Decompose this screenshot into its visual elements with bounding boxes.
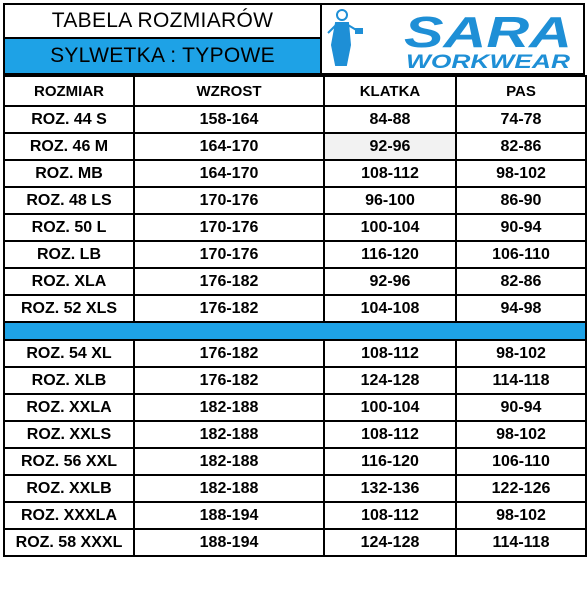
table-cell: 124-128 bbox=[324, 367, 456, 394]
table-cell: 116-120 bbox=[324, 241, 456, 268]
table-cell: 116-120 bbox=[324, 448, 456, 475]
table-cell: ROZ. XXLA bbox=[4, 394, 134, 421]
logo-tagline: WORKWEAR bbox=[406, 52, 571, 73]
table-row bbox=[4, 295, 586, 322]
table-cell: 90-94 bbox=[456, 394, 586, 421]
table-cell: 158-164 bbox=[134, 106, 324, 133]
table-cell: 182-188 bbox=[134, 421, 324, 448]
table-cell: 100-104 bbox=[324, 394, 456, 421]
table-row bbox=[4, 106, 586, 133]
table-cell: 108-112 bbox=[324, 502, 456, 529]
table-cell: 164-170 bbox=[134, 160, 324, 187]
table-cell: ROZ. XLB bbox=[4, 367, 134, 394]
table-cell: 170-176 bbox=[134, 214, 324, 241]
table-row bbox=[4, 394, 586, 421]
table-cell: 176-182 bbox=[134, 295, 324, 322]
table-cell: ROZ. 54 XL bbox=[4, 340, 134, 367]
table-row bbox=[4, 502, 586, 529]
table-cell: ROZ. MB bbox=[4, 160, 134, 187]
table-cell: 106-110 bbox=[456, 241, 586, 268]
table-cell: 92-96 bbox=[324, 268, 456, 295]
table-cell: ROZ. XXXLA bbox=[4, 502, 134, 529]
table-cell: ROZ. LB bbox=[4, 241, 134, 268]
table-cell: 90-94 bbox=[456, 214, 586, 241]
table-cell: 132-136 bbox=[324, 475, 456, 502]
table-row bbox=[4, 268, 586, 295]
table-cell: 82-86 bbox=[456, 268, 586, 295]
table-row bbox=[4, 160, 586, 187]
table-cell: 170-176 bbox=[134, 241, 324, 268]
table-cell: 188-194 bbox=[134, 502, 324, 529]
table-row bbox=[4, 340, 586, 367]
table-cell: 98-102 bbox=[456, 502, 586, 529]
table-title: TABELA ROZMIARÓW bbox=[3, 3, 322, 39]
table-cell: 182-188 bbox=[134, 394, 324, 421]
silhouette-subtitle: SYLWETKA : TYPOWE bbox=[3, 39, 322, 75]
column-header: PAS bbox=[456, 76, 586, 106]
table-cell: ROZ. 44 S bbox=[4, 106, 134, 133]
table-cell: ROZ. 58 XXXL bbox=[4, 529, 134, 556]
header-row bbox=[4, 76, 586, 106]
column-header: ROZMIAR bbox=[4, 76, 134, 106]
table-cell: 108-112 bbox=[324, 160, 456, 187]
table-cell: ROZ. XXLS bbox=[4, 421, 134, 448]
table-cell: 104-108 bbox=[324, 295, 456, 322]
table-cell: 164-170 bbox=[134, 133, 324, 160]
table-cell: 124-128 bbox=[324, 529, 456, 556]
table-cell: 176-182 bbox=[134, 268, 324, 295]
separator-bar bbox=[4, 322, 586, 340]
table-cell: 176-182 bbox=[134, 340, 324, 367]
table-cell: 106-110 bbox=[456, 448, 586, 475]
table-cell: 176-182 bbox=[134, 367, 324, 394]
table-row bbox=[4, 241, 586, 268]
table-cell: ROZ. 48 LS bbox=[4, 187, 134, 214]
table-cell: ROZ. 50 L bbox=[4, 214, 134, 241]
table-cell: ROZ. 46 M bbox=[4, 133, 134, 160]
table-cell: 74-78 bbox=[456, 106, 586, 133]
table-cell: 98-102 bbox=[456, 160, 586, 187]
table-row bbox=[4, 421, 586, 448]
table-cell: 182-188 bbox=[134, 448, 324, 475]
table-row bbox=[4, 448, 586, 475]
table-cell: 114-118 bbox=[456, 529, 586, 556]
table-row bbox=[4, 475, 586, 502]
sara-workwear-logo bbox=[322, 3, 585, 75]
table-cell: 96-100 bbox=[324, 187, 456, 214]
table-cell: 82-86 bbox=[456, 133, 586, 160]
table-cell: 108-112 bbox=[324, 421, 456, 448]
table-cell: 122-126 bbox=[456, 475, 586, 502]
column-header: WZROST bbox=[134, 76, 324, 106]
group-separator bbox=[4, 322, 586, 340]
table-cell: 98-102 bbox=[456, 421, 586, 448]
table-cell: 114-118 bbox=[456, 367, 586, 394]
table-cell: 100-104 bbox=[324, 214, 456, 241]
worker-mascot-icon bbox=[328, 10, 362, 65]
table-cell: 182-188 bbox=[134, 475, 324, 502]
table-row bbox=[4, 187, 586, 214]
table-row bbox=[4, 133, 586, 160]
table-cell: 108-112 bbox=[324, 340, 456, 367]
logo-graphic bbox=[322, 5, 583, 73]
table-cell: 94-98 bbox=[456, 295, 586, 322]
table-cell: ROZ. 56 XXL bbox=[4, 448, 134, 475]
table-cell: 92-96 bbox=[324, 133, 456, 160]
table-row bbox=[4, 529, 586, 556]
table-cell: 84-88 bbox=[324, 106, 456, 133]
column-header: KLATKA bbox=[324, 76, 456, 106]
table-row bbox=[4, 214, 586, 241]
size-chart-table bbox=[3, 75, 587, 557]
table-cell: 86-90 bbox=[456, 187, 586, 214]
table-cell: ROZ. XXLB bbox=[4, 475, 134, 502]
table-cell: ROZ. 52 XLS bbox=[4, 295, 134, 322]
table-cell: 170-176 bbox=[134, 187, 324, 214]
table-row bbox=[4, 367, 586, 394]
table-cell: 98-102 bbox=[456, 340, 586, 367]
logo-brand: SARA bbox=[404, 8, 572, 57]
table-cell: ROZ. XLA bbox=[4, 268, 134, 295]
table-cell: 188-194 bbox=[134, 529, 324, 556]
